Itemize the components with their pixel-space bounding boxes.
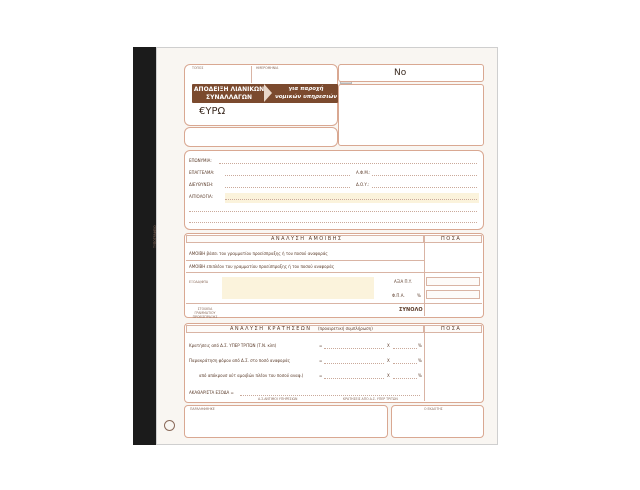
vat-label: Φ.Π.Α. [392,293,405,298]
third-party-deductions-label: ΚΡΑΤΗΣΕΙΣ ΑΠΟ Δ.Σ. ΥΠΕΡ ΤΡΙΤΩΝ [343,397,398,401]
date-label: ΗΜΕΡΟΜΗΝΙΑ [256,66,279,70]
print-info: ΤΥΠΟΓΡΑΦΕΙΟ [153,225,157,248]
row1-equals: = [319,343,323,348]
place-label: ΤΟΠΟΣ [192,66,204,70]
receipt-number-label: Νο [394,68,407,78]
vat-percent: % [417,293,421,298]
title-arrow-icon [264,84,272,102]
total-value-label: ΑΞΙΑ Π.Υ. [394,279,413,284]
fee-amount-header: ΠΟΣΑ [441,236,462,242]
receiver-label: ΠΑΡΑΛΗΦΘΗΚΕ [190,407,215,411]
fee-analysis-header: ΑΝΑΛΥΣΗ ΑΜΟΙΒΗΣ [271,236,343,242]
stamp-label: ΣΤΟΙΧΕΙΑ ΓΡΑΜΜΑΤΙΟΥ ΠΡΟΕΙΣΠΡΑΞΗΣ [192,307,218,319]
amount-box [338,84,484,146]
deduction-row-1: Κρατήσεις από Δ.Σ. ΥΠΕΡ ΤΡΙΤΩΝ (Τ.Ν. κλπ) [189,343,277,348]
row3-equals: = [319,373,323,378]
currency-label: €ΥΡΩ [199,106,226,117]
fee-analysis-box [184,233,484,318]
net-income-label: ΑΚΑΘΑΡΙΣΤΑ ΕΣΟΔΑ = [189,390,234,395]
address-label: ΔΙΕΥΘΥΝΣΗ: [189,182,214,187]
deduction-row-3: από απόκρουσ ούτ αμοιβών πλέον του ποσού αναφ.) [199,373,304,378]
deduction-row-2: Παρακράτηση φόρου από Δ.Σ. στο ποσό αναφοράς [189,358,291,363]
doy-label: Δ.Ο.Υ.: [356,182,370,187]
profession-label: ΕΠΑΓΓΕΛΜΑ: [189,170,215,175]
receipt-title: ΑΠΟΔΕΙΞΗ ΛΙΑΝΙΚΩΝ ΣΥΝΑΛΛΑΓΩΝ [193,85,265,101]
publisher-logo-icon [164,420,175,431]
receipt-number-box [338,64,484,82]
row1-percent: % [418,343,422,348]
customer-details-box [184,150,484,230]
row1-times: Χ [387,343,390,348]
row3-times: Χ [387,373,390,378]
reason-label: ΑΙΤΙΟΛΟΓΙΑ: [189,194,214,199]
row2-times: Χ [387,358,390,363]
fee-row-1: ΑΜΟΙΒΗ βάσει του γραμματίου προείσπραξης ή του ποσού αναφοράς [189,251,328,256]
row2-equals: = [319,358,323,363]
row2-percent: % [418,358,422,363]
fee-row-2: ΑΜΟΙΒΗ επιπλέον του γραμματίου προείσπραξης ή του ποσού αναφοράς [189,264,335,269]
name-label: ΕΠΩΝΥΜΙΑ: [189,158,212,163]
services-value-label: Α.Σ.ΑΝΤΙΜΟΙ ΥΠΗΡΕΣΙΩΝ [258,397,298,401]
expenses-label: ΕΞΟΔΑ/ΦΠΑ [189,280,209,284]
issuer-label: Ο ΕΚΔΟΤΗΣ [424,407,443,411]
deductions-note: (προαιρετική συμπλήρωση) [318,326,373,331]
deductions-amount-header: ΠΟΣΑ [441,326,462,332]
sum-label: ΣΥΝΟΛΟ [399,307,423,313]
receipt-subtitle: για παροχή νομικών υπηρεσιών [275,86,337,100]
afm-label: Α.Φ.Μ.: [356,170,371,175]
deductions-header: ΑΝΑΛΥΣΗ ΚΡΑΤΗΣΕΩΝ [230,326,312,332]
amount-words-box [184,127,338,147]
row3-percent: % [418,373,422,378]
